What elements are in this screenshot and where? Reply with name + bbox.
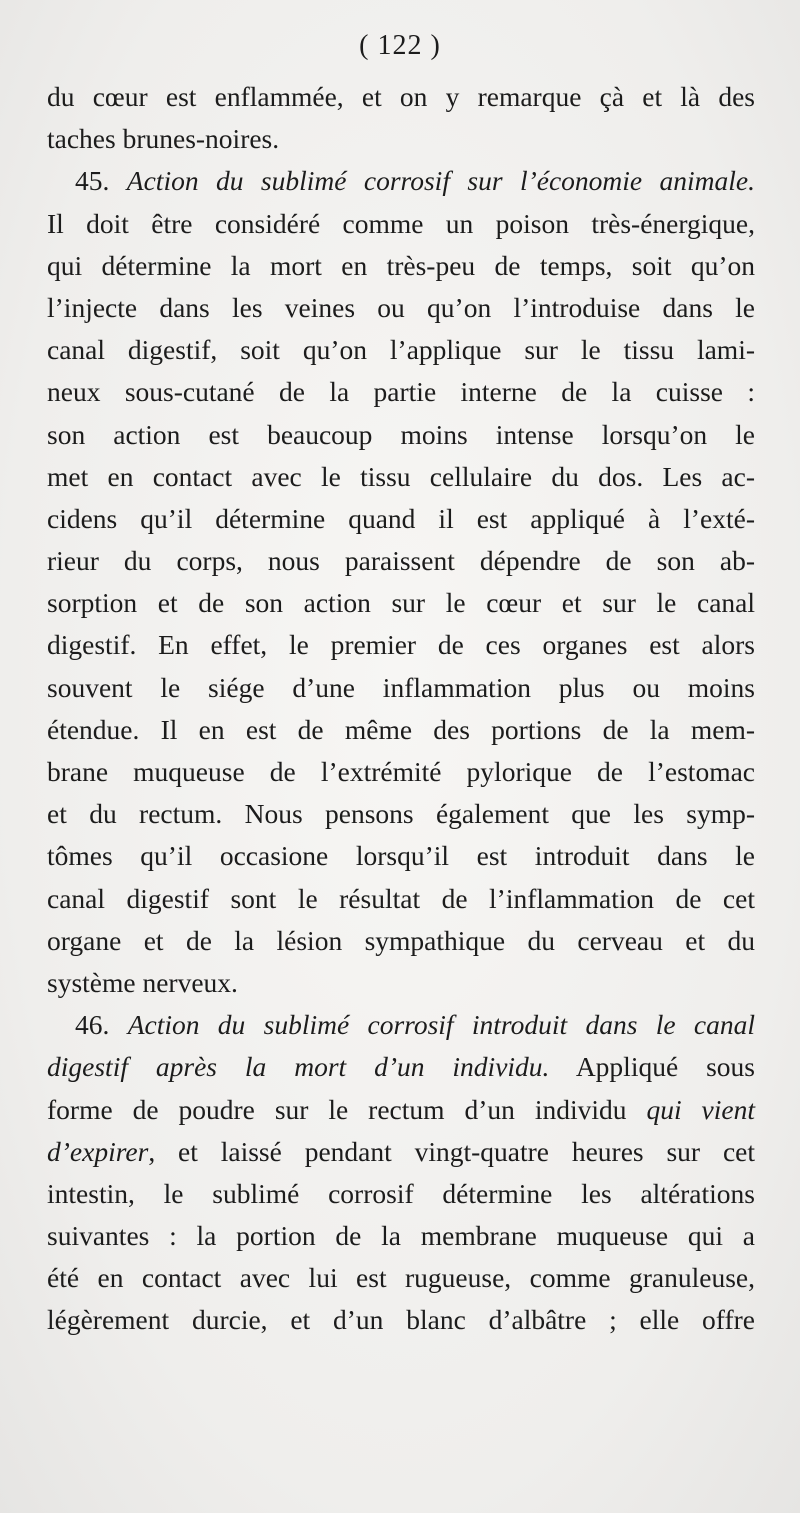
- text-line: canal digestif sont le résultat de l’inflammation de cet: [47, 882, 755, 914]
- section-number: 46.: [75, 1009, 110, 1041]
- text-line: étendue. Il en est de même des portions de la mem-: [47, 713, 755, 745]
- text-line: digestif. En effet, le premier de ces organes est alors: [47, 629, 755, 661]
- text-line: taches brunes-noires.: [47, 123, 280, 155]
- text-line: Il doit être considéré comme un poison très-énergique,: [47, 207, 755, 239]
- text-line: neux sous-cutané de la partie interne de la cuisse :: [47, 376, 755, 408]
- text-line: organe et de la lésion sympathique du cerveau et du: [47, 924, 755, 956]
- text-line: légèrement durcie, et d’un blanc d’albâtre ; elle offre: [47, 1304, 755, 1336]
- text-line: qui détermine la mort en très-peu de temps, soit qu’on: [47, 249, 755, 281]
- text-line: son action est beaucoup moins intense lorsqu’on le: [47, 418, 755, 450]
- section-title: Action du sublimé corrosif sur l’économie animale.: [126, 165, 755, 197]
- section-heading-46: [47, 1004, 755, 1046]
- text-line: met en contact avec le tissu cellulaire du dos. Les ac-: [47, 460, 755, 492]
- italic-phrase: qui vient: [646, 1093, 755, 1125]
- section-title-cont: digestif après la mort d’un individu.: [47, 1051, 550, 1083]
- text-line: suivantes : la portion de la membrane muqueuse qui a: [47, 1220, 755, 1252]
- text-line: et du rectum. Nous pensons également que les symp-: [47, 798, 755, 830]
- text-line: système nerveux.: [47, 966, 238, 998]
- page-number: ( 122 ): [359, 30, 441, 61]
- text-line: du cœur est enflammée, et on y remarque çà et là des: [47, 81, 755, 112]
- text-line: d’expirer, et laissé pendant vingt-quatre heures sur cet: [47, 1135, 755, 1167]
- text-line: été en contact avec lui est rugueuse, comme granuleuse,: [47, 1262, 755, 1294]
- text-line: souvent le siége d’une inflammation plus ou moins: [47, 671, 755, 703]
- text-line: brane muqueuse de l’extrémité pylorique de l’estomac: [47, 756, 755, 787]
- text-line: sorption et de son action sur le cœur et sur le canal: [47, 587, 755, 619]
- text-line: digestif après la mort d’un individu. Appliqué sous: [47, 1051, 755, 1083]
- text-line: rieur du corps, nous paraissent dépendre de son ab-: [47, 545, 755, 577]
- body-text: [47, 76, 755, 1342]
- text-line: forme de poudre sur le rectum d’un individu qui vient: [47, 1093, 755, 1125]
- text-line: cidens qu’il détermine quand il est appliqué à l’exté-: [47, 502, 755, 534]
- text-line: l’injecte dans les veines ou qu’on l’introduise dans le: [47, 291, 755, 323]
- section-title: Action du sublimé corrosif introduit dans le canal: [127, 1009, 756, 1041]
- text-line: tômes qu’il occasione lorsqu’il est introduit dans le: [47, 840, 755, 872]
- section-number: 45.: [75, 165, 110, 197]
- section-heading-45: [47, 160, 755, 202]
- text-line: canal digestif, soit qu’on l’applique sur le tissu lami-: [47, 334, 755, 366]
- italic-phrase: d’expirer: [47, 1135, 149, 1167]
- text-line: intestin, le sublimé corrosif détermine les altérations: [47, 1177, 755, 1209]
